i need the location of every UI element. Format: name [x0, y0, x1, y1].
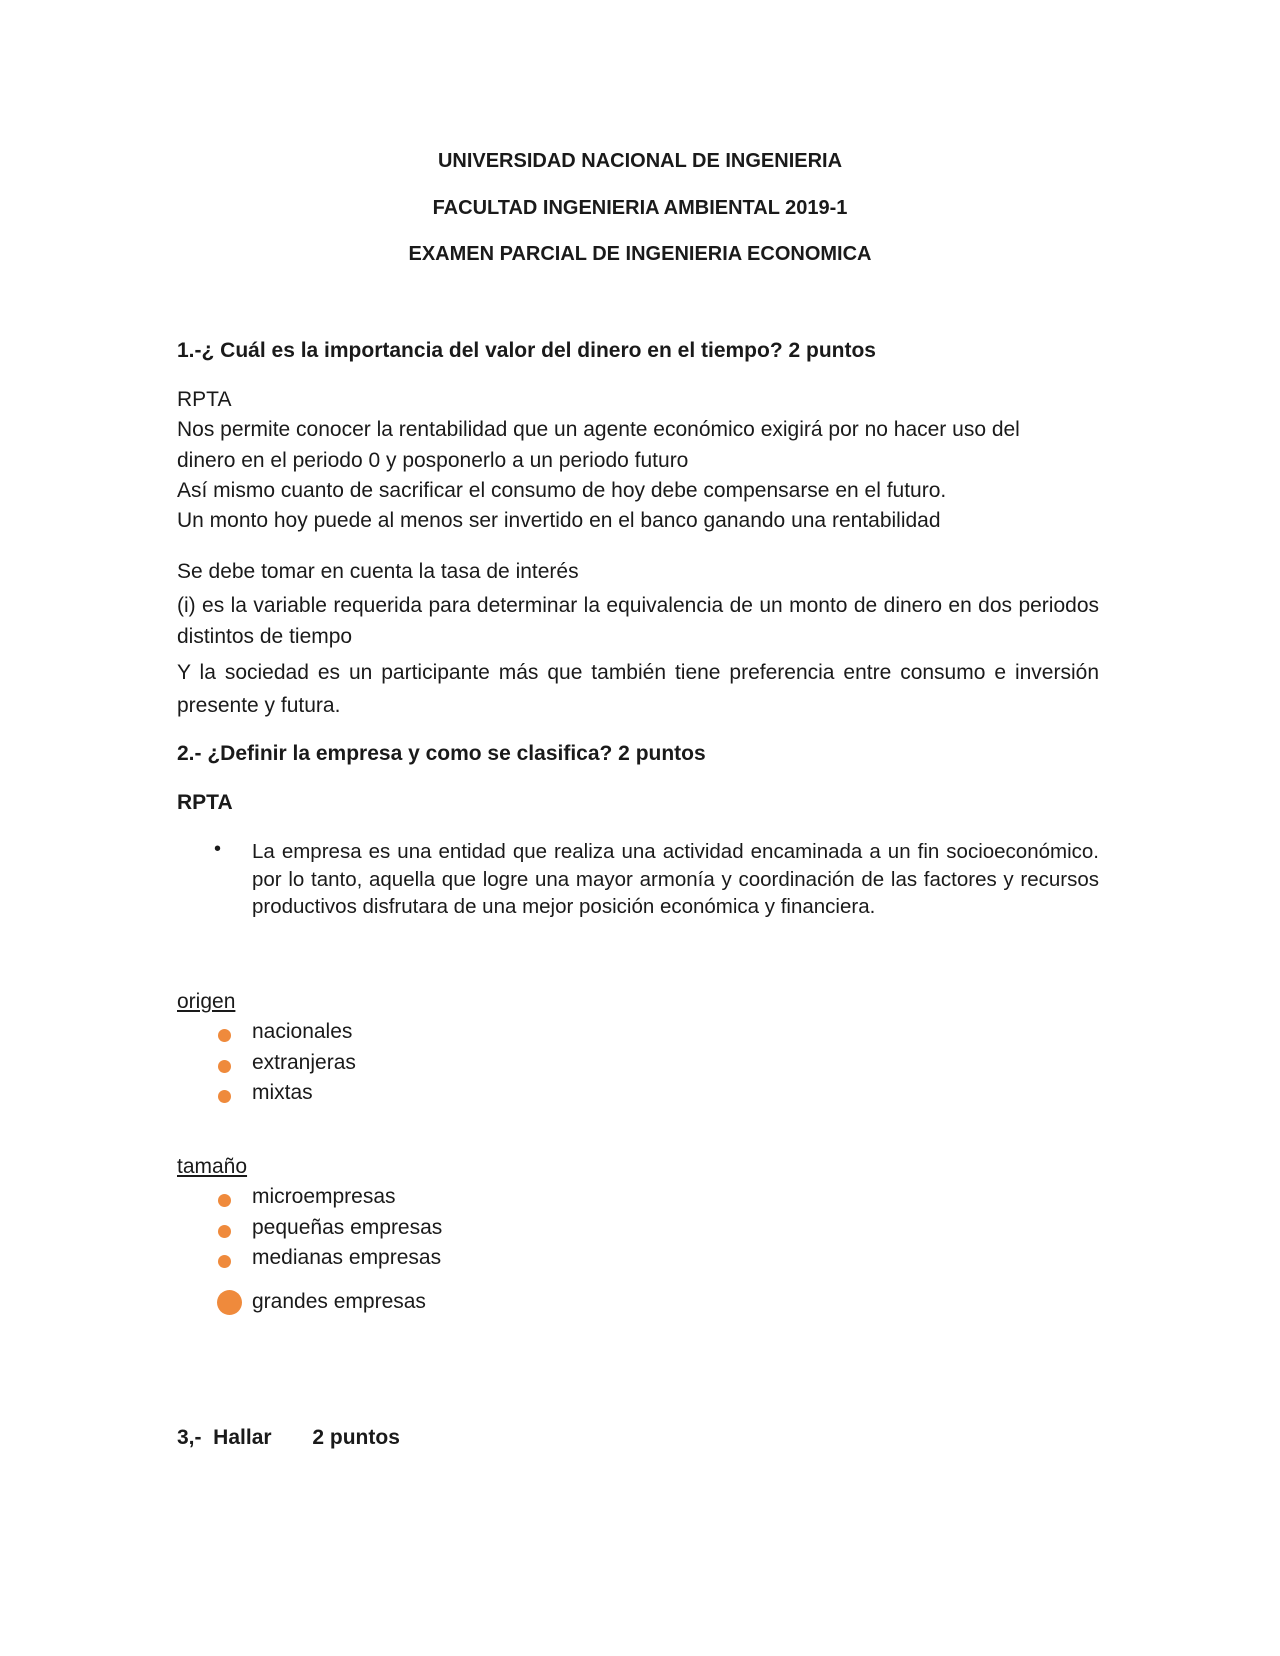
q1-answer-line: Así mismo cuanto de sacrificar el consumo de hoy debe compensarse en el futuro. — [177, 479, 947, 502]
q1-rpta-label: RPTA — [177, 388, 232, 411]
exam-title: EXAMEN PARCIAL DE INGENIERIA ECONOMICA — [408, 243, 872, 265]
origin-item: extranjeras — [252, 1051, 356, 1074]
q1-answer-line: Nos permite conocer la rentabilidad que un agente económico exigirá por no hacer uso del — [177, 418, 1020, 441]
company-definition: La empresa es una entidad que realiza una actividad encaminada a un fin socioeconómico. por lo tanto, aquella que logre una mayor armonía y coordinación de las factores y recursos productivos disfrutara de una mejor posición económica y financiera. — [252, 840, 1099, 918]
interest-intro: Se debe tomar en cuenta la tasa de interés — [177, 560, 579, 583]
question-1: 1.-¿ Cuál es la importancia del valor del dinero en el tiempo? 2 puntos — [177, 339, 876, 362]
size-heading: tamaño — [177, 1155, 248, 1178]
bullet-dot-icon: • — [214, 838, 222, 860]
orange-bullet-icon — [218, 1060, 231, 1073]
orange-bullet-icon — [218, 1194, 231, 1207]
question-2: 2.- ¿Definir la empresa y como se clasifica? 2 puntos — [177, 742, 706, 765]
orange-bullet-icon — [218, 1225, 231, 1238]
size-item: pequeñas empresas — [252, 1216, 443, 1239]
q1-answer-line: Un monto hoy puede al menos ser invertido en el banco ganando una rentabilidad — [177, 509, 941, 532]
size-item: grandes empresas — [252, 1290, 426, 1313]
orange-bullet-icon — [218, 1029, 231, 1042]
society-paragraph: Y la sociedad es un participante más que también tiene preferencia entre consumo e inversión presente y futura. — [177, 661, 1099, 717]
faculty-title: FACULTAD INGENIERIA AMBIENTAL 2019-1 — [432, 197, 848, 219]
origin-item: nacionales — [252, 1020, 353, 1043]
origin-item: mixtas — [252, 1081, 313, 1104]
size-item: medianas empresas — [252, 1246, 442, 1269]
q1-answer-line: dinero en el periodo 0 y posponerlo a un periodo futuro — [177, 449, 689, 472]
university-title: UNIVERSIDAD NACIONAL DE INGENIERIA — [437, 150, 843, 172]
origin-heading: origen — [177, 990, 236, 1013]
orange-bullet-icon — [218, 1255, 231, 1268]
size-item: microempresas — [252, 1185, 396, 1208]
orange-bullet-icon — [218, 1090, 231, 1103]
interest-paragraph: (i) es la variable requerida para determinar la equivalencia de un monto de dinero en dos periodos distintos de tiempo — [177, 594, 1099, 648]
q2-rpta-label: RPTA — [177, 791, 233, 814]
orange-bullet-icon — [217, 1290, 242, 1315]
question-3: 3,- Hallar 2 puntos — [177, 1426, 400, 1449]
